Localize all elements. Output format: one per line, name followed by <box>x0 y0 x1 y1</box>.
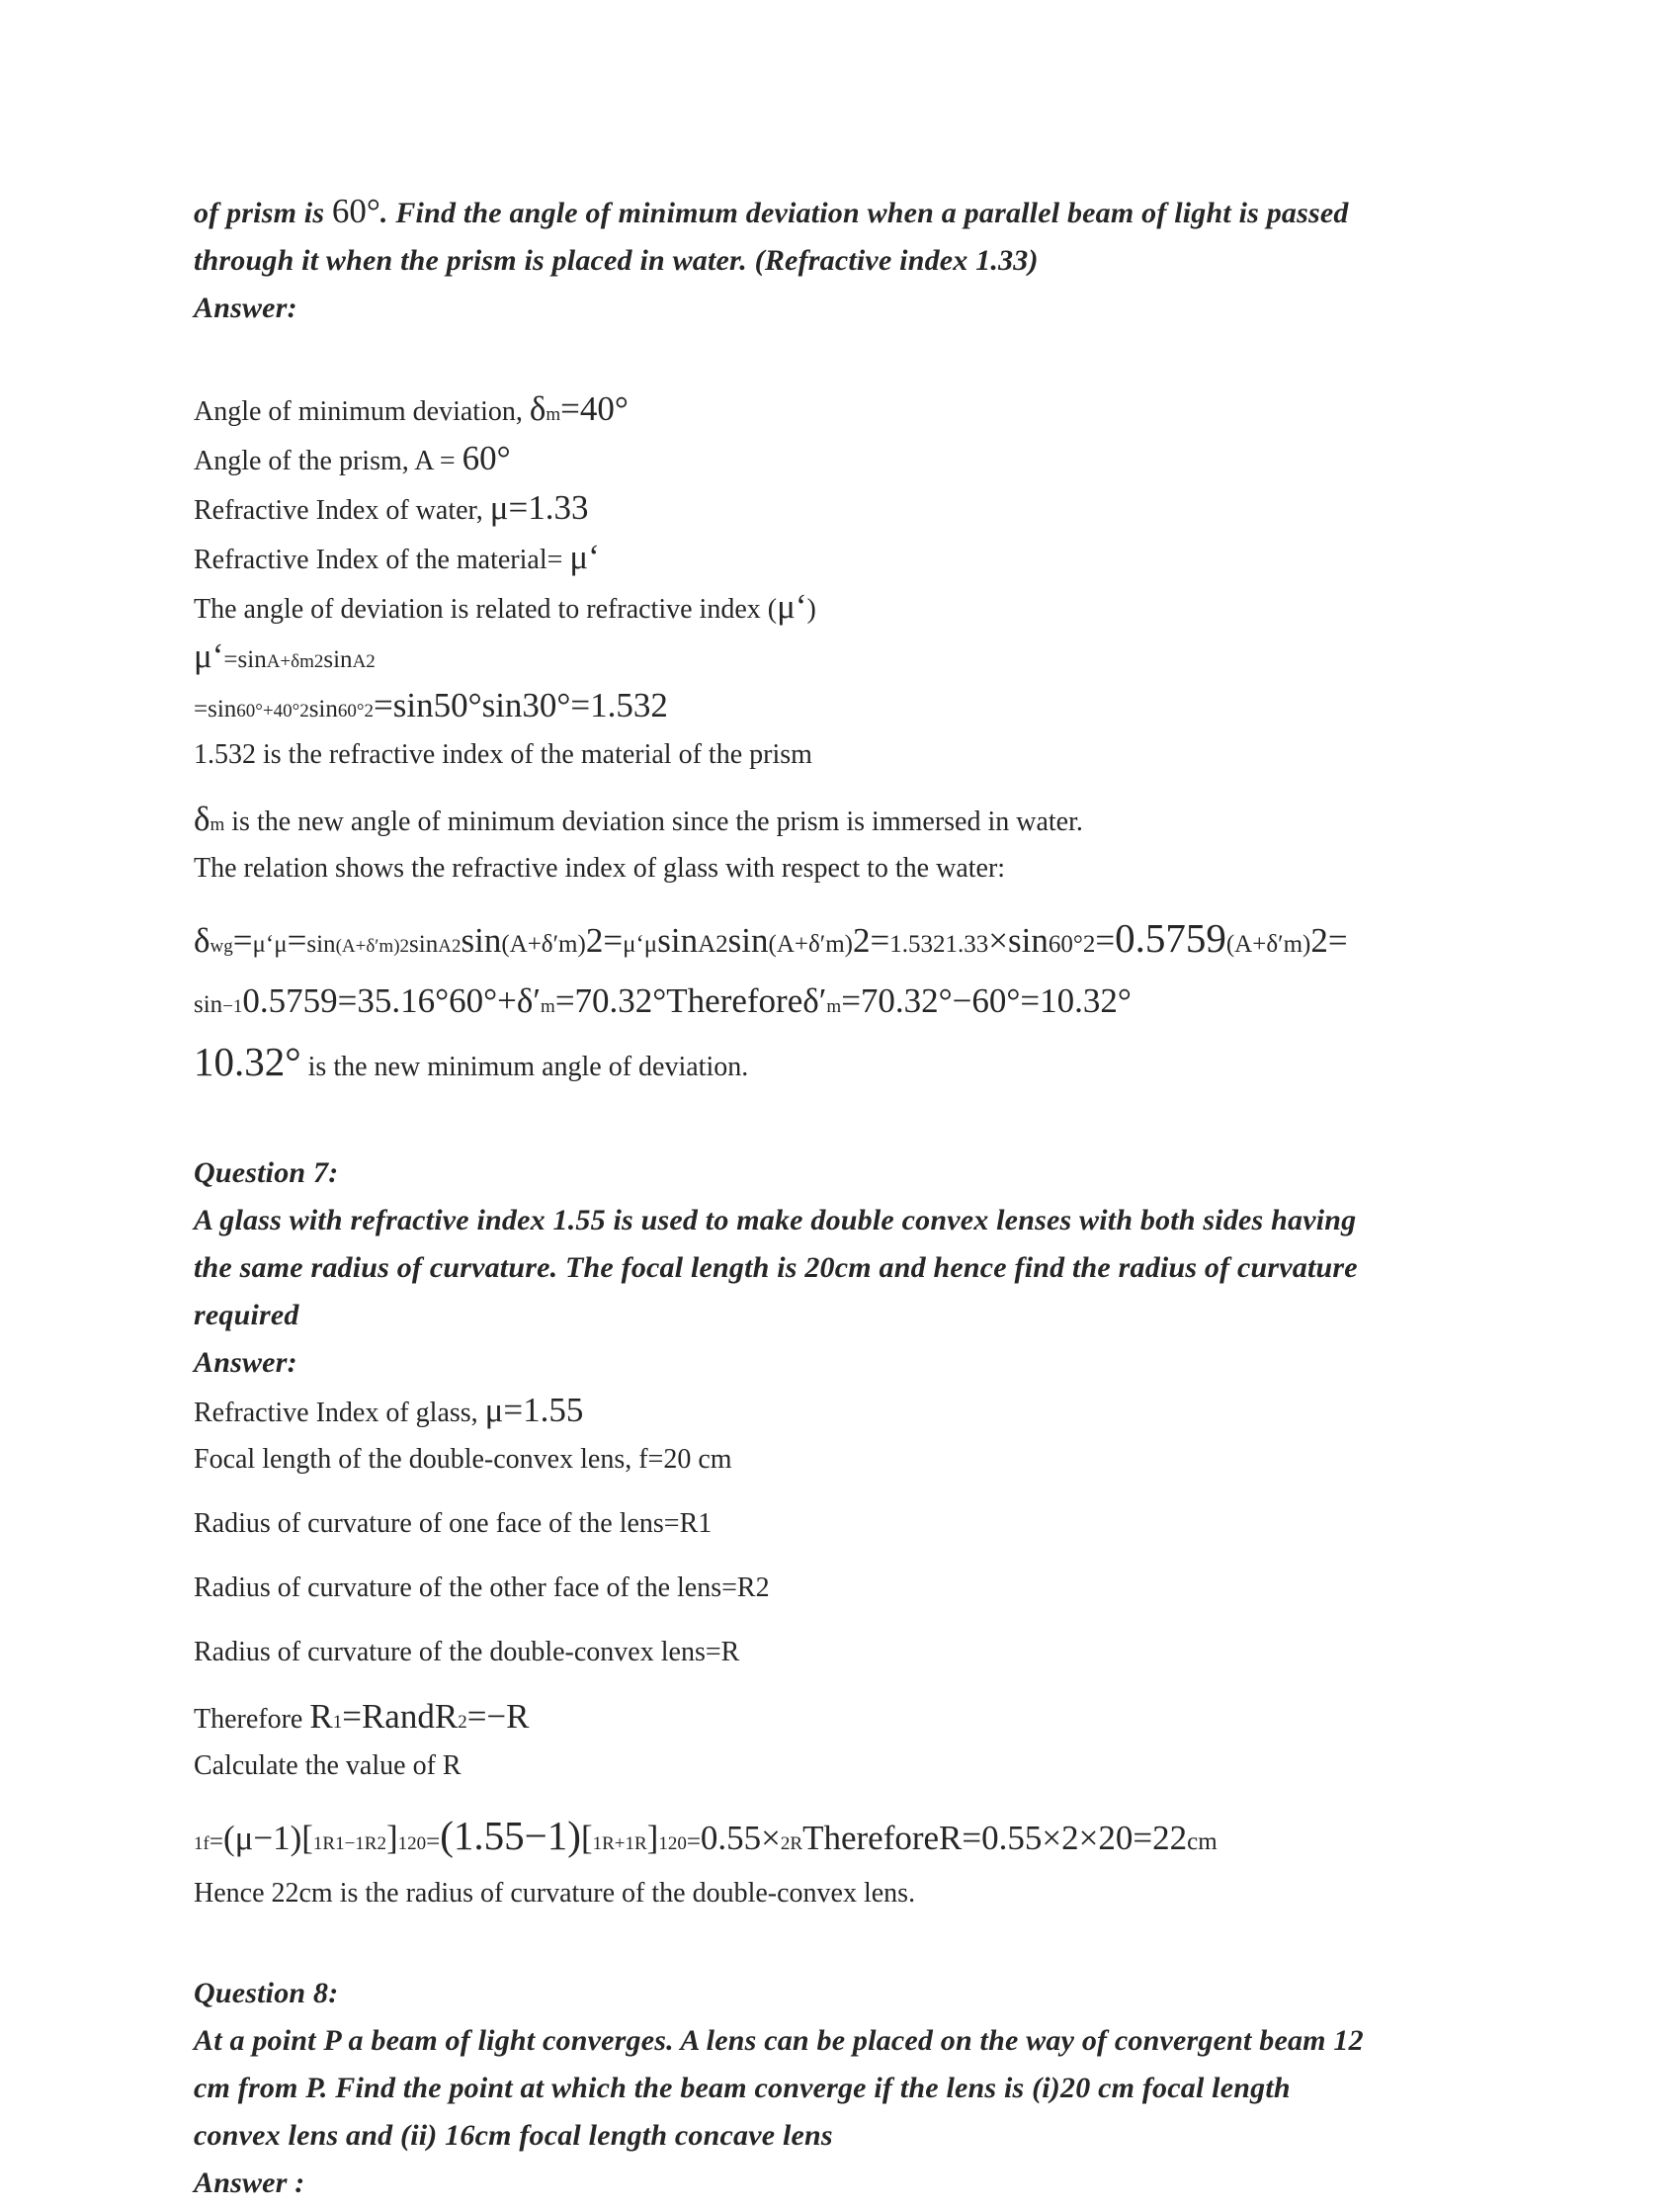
text-run: 60°2 <box>1048 931 1096 958</box>
text-run: 1.5321.33 <box>889 931 989 958</box>
text-run: sin <box>194 991 223 1018</box>
text-run: 60°2 <box>337 701 374 722</box>
text-run: 2 <box>458 1712 467 1733</box>
text-run: Answer: <box>194 292 297 324</box>
text-run: = <box>232 921 253 960</box>
text-run: ) <box>806 594 816 625</box>
text-run: 60°+40°2 <box>236 701 309 722</box>
text-run: μ=1.33 <box>489 488 589 527</box>
text-run: = <box>287 921 307 960</box>
text-run: A+δm2 <box>266 651 324 672</box>
text-run: 0.55× <box>700 1819 781 1857</box>
q7-heading <box>194 1151 1557 1199</box>
text-run: Radius of curvature of the double-convex lens=R <box>194 1637 740 1667</box>
text-run: (1.55−1) <box>440 1813 581 1858</box>
text-run: ] <box>385 1819 398 1857</box>
text-run: Refractive Index of water, <box>194 495 490 526</box>
q7-solution-line-glass-index <box>194 1389 1557 1438</box>
text-run: Radius of curvature of the other face of the lens=R2 <box>194 1572 770 1603</box>
text-run: δ <box>529 389 546 428</box>
text-run: Radius of curvature of one face of the lens=R1 <box>194 1508 713 1539</box>
text-run: δ <box>194 800 210 838</box>
text-run: sin <box>657 921 699 960</box>
q8-heading <box>194 1972 1557 2019</box>
q7-question-line-2 <box>194 1246 1557 1294</box>
text-run: is the new minimum angle of deviation. <box>300 1052 749 1082</box>
text-run: μ=1.55 <box>484 1391 584 1429</box>
text-run: sin <box>409 931 439 958</box>
q7-solution-line-focal-length <box>194 1438 1557 1485</box>
text-run: Angle of minimum deviation, <box>194 396 530 427</box>
q6-solution-line-water-index <box>194 486 1557 536</box>
q8-question-line-3 <box>194 2114 1557 2162</box>
text-run: the same radius of curvature. The focal length is 20cm and hence find the radius of curvature <box>194 1251 1358 1284</box>
text-run: = <box>686 1828 701 1855</box>
q6-solution-line-1532-note <box>194 733 1557 780</box>
text-run: ×sin <box>988 921 1049 960</box>
q6-answer-label <box>194 287 1557 334</box>
text-run: Question 7: <box>194 1156 339 1189</box>
text-run: The relation shows the refractive index of glass with respect to the water: <box>194 853 1006 884</box>
text-run: δ <box>194 921 210 960</box>
text-run: =70.32°−60°=10.32° <box>841 981 1132 1020</box>
text-run: 60° <box>331 192 380 230</box>
q7-solution-line-radius-r1 <box>194 1502 1557 1549</box>
text-run: (A+δ′m) <box>768 931 853 958</box>
q8-question-line-2 <box>194 2067 1557 2114</box>
text-run: Focal length of the double-convex lens, f=20 cm <box>194 1444 732 1475</box>
text-run: Hence 22cm is the radius of curvature of the double-convex lens. <box>194 1878 916 1909</box>
text-run: =sin50°sin30°=1.532 <box>374 686 668 724</box>
text-run: A2 <box>352 651 376 672</box>
text-run: 2= <box>853 921 890 960</box>
text-run: Angle of the prism, A = <box>194 446 462 476</box>
text-run: = <box>1095 921 1116 960</box>
text-run: 1R1−1R2 <box>312 1833 386 1854</box>
text-run: = <box>209 1828 223 1855</box>
text-run: =sin <box>223 646 267 673</box>
q7-answer-label <box>194 1341 1557 1389</box>
text-run: 1R+1R <box>592 1833 647 1854</box>
text-run: convex lens and (ii) 16cm focal length concave lens <box>194 2119 833 2152</box>
q6-solution-conclusion <box>194 1035 1557 1098</box>
q7-solution-formula-lensmaker <box>194 1809 1557 1872</box>
q7-question-line-1 <box>194 1199 1557 1246</box>
text-run: μ‘ <box>777 587 807 626</box>
document-content <box>194 190 1557 2209</box>
text-run: 60° <box>462 439 511 477</box>
text-run: =−R <box>466 1697 530 1736</box>
text-run: of prism is <box>194 197 332 229</box>
text-run: Answer : <box>194 2167 305 2199</box>
text-run: Refractive Index of glass, <box>194 1398 485 1428</box>
text-run: A glass with refractive index 1.55 is used to make double convex lenses with both sides having <box>194 1204 1357 1236</box>
text-run: μ‘ <box>569 538 600 576</box>
q6-solution-para-delta-m <box>194 798 1557 847</box>
text-run: cm <box>1187 1828 1218 1855</box>
text-run: . Find the angle of minimum deviation when a parallel beam of light is passed <box>379 197 1349 229</box>
q6-solution-formula-main-line-1 <box>194 911 1557 975</box>
text-run: The angle of deviation is related to refractive index ( <box>194 594 778 625</box>
text-run: 120 <box>397 1833 427 1854</box>
text-run: required <box>194 1299 299 1331</box>
text-run: A2 <box>438 936 462 957</box>
text-run: (A+δ′m) <box>501 931 586 958</box>
text-run: sin <box>727 921 769 960</box>
text-run: (μ−1)[ <box>222 1819 313 1857</box>
text-run: Answer: <box>194 1346 297 1379</box>
text-run: ] <box>646 1819 659 1857</box>
text-run: sin <box>306 931 336 958</box>
q7-solution-line-calculate <box>194 1744 1557 1791</box>
text-run: [ <box>580 1819 593 1857</box>
text-run: 10.32° <box>194 1039 301 1084</box>
q7-solution-conclusion <box>194 1872 1557 1918</box>
text-run: At a point P a beam of light converges. A lens can be placed on the way of convergent beam 12 <box>194 2024 1364 2057</box>
q6-solution-formula-mu <box>194 635 1557 684</box>
text-run: −1 <box>222 996 243 1017</box>
q8-answer-label <box>194 2162 1557 2209</box>
text-run: m <box>541 996 555 1017</box>
text-run: (A+δ′m)2 <box>335 936 410 957</box>
q6-solution-formula-sin-values <box>194 684 1557 733</box>
text-run: Therefore <box>194 1704 310 1735</box>
q7-question-line-3 <box>194 1294 1557 1341</box>
text-run: 2= <box>1310 921 1348 960</box>
text-run: sin <box>323 646 353 673</box>
text-run: 0.5759=35.16°60°+δ′ <box>242 981 542 1020</box>
text-run: 120 <box>658 1833 687 1854</box>
q6-solution-line-material-index <box>194 536 1557 585</box>
q6-question-line-2 <box>194 239 1557 287</box>
q6-solution-formula-main-line-2 <box>194 975 1557 1035</box>
text-run: Refractive Index of the material= <box>194 545 570 575</box>
text-run: R <box>309 1697 333 1736</box>
text-run: μ‘μ <box>623 931 658 958</box>
q6-question-line-1 <box>194 190 1557 239</box>
text-run: wg <box>210 936 233 957</box>
text-run: 1.532 is the refractive index of the material of the prism <box>194 739 812 770</box>
text-run: 1f <box>194 1833 210 1854</box>
text-run: sin <box>308 696 338 722</box>
text-run: = <box>426 1828 441 1855</box>
text-run: cm from P. Find the point at which the beam converge if the lens is (i)20 cm focal length <box>194 2072 1291 2104</box>
text-run: m <box>546 404 561 425</box>
text-run: μ‘μ <box>252 931 288 958</box>
text-run: m <box>826 996 842 1017</box>
text-run: A2 <box>698 931 728 958</box>
q6-solution-line-relation-note <box>194 585 1557 635</box>
text-run: through it when the prism is placed in water. (Refractive index 1.33) <box>194 244 1039 277</box>
text-run: 2R <box>780 1833 803 1854</box>
text-run: sin <box>461 921 502 960</box>
text-run: =sin <box>194 696 237 722</box>
text-run: m <box>210 814 225 835</box>
q6-solution-line-min-deviation <box>194 387 1557 437</box>
text-run: Question 8: <box>194 1977 339 2009</box>
text-run: μ‘ <box>194 637 224 675</box>
q7-solution-line-radius-r2 <box>194 1567 1557 1613</box>
text-run: =40° <box>560 389 629 428</box>
q6-solution-para-relation <box>194 847 1557 893</box>
q8-question-line-1 <box>194 2019 1557 2067</box>
text-run: =70.32°Thereforeδ′ <box>554 981 827 1020</box>
text-run: 0.5759 <box>1115 915 1226 961</box>
text-run: ThereforeR=0.55×2×20=22 <box>802 1819 1188 1857</box>
text-run: =RandR <box>342 1697 459 1736</box>
text-run: 1 <box>332 1712 343 1733</box>
q7-solution-line-therefore <box>194 1695 1557 1744</box>
text-run: Calculate the value of R <box>194 1750 462 1781</box>
q6-solution-line-prism-angle <box>194 437 1557 486</box>
text-run: is the new angle of minimum deviation since the prism is immersed in water. <box>224 807 1083 837</box>
text-run: (A+δ′m) <box>1225 931 1311 958</box>
q7-solution-line-radius-r <box>194 1631 1557 1677</box>
text-run: 2= <box>585 921 624 960</box>
